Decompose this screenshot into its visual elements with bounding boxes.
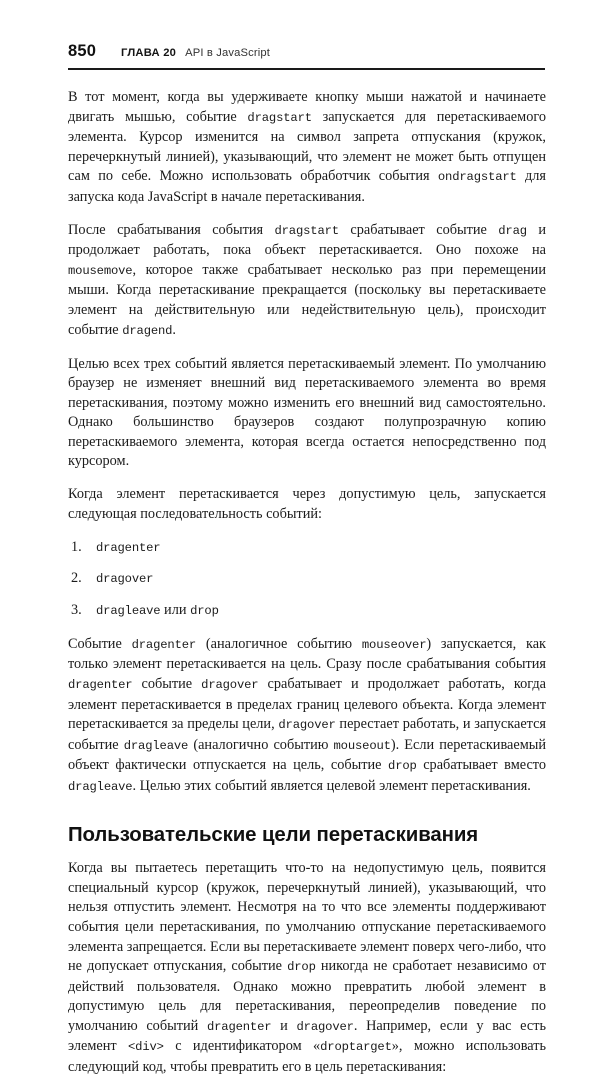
text-run: В тот момент, когда вы удерживаете кнопку мыши нажатой и начинаете двигать мышью, событие [68,89,546,125]
list-item [68,601,546,621]
text-run: запускается для перетаскиваемого элемента. Курсор изменится на символ запрета отпускания (кружок, перечеркнутый линией), указывающий, что элемент не может быть отпущен сам по себе. Можно использовать обработчик события [68,108,546,185]
text-run: срабатывает событие [338,221,499,238]
code-term: drop [287,960,316,975]
text-run: для запуска кода JavaScript в начале перетаскивания. [68,168,546,205]
text-run: Событие [68,635,132,652]
text-column [68,88,546,1077]
list-item-number: 3. [71,601,82,618]
paragraph-2 [68,221,546,341]
chapter-title: API в JavaScript [185,47,270,59]
code-term: ondragstart [437,170,517,185]
code-term: dragleave [123,738,189,753]
text-run: событие [132,676,202,693]
code-term: dragleave [96,603,161,618]
section-heading: Пользовательские цели перетаскивания [68,824,479,847]
running-head [68,42,546,61]
text-run: срабатывает и продолжает работать, когда элемент перетаскивается в пределах границ целевого объекта. Когда элемент перетаскивается за пределы цели, [68,676,546,733]
list-item [68,569,546,589]
code-term: drop [190,603,219,618]
code-term: dragleave [68,779,133,794]
code-term: dragstart [274,223,339,238]
text-run: никогда не сработает независимо от действий пользователя. Однако можно превратить любой элемент в допустимую цель для перетаскивания, переопределив поведение по умолчанию событий [68,958,546,1034]
text-run: Когда вы пытаетесь перетащить что-то на недопустимую цель, появится специальный курсор (кружок, перечеркнутый линией), указывающий, что нельзя отпустить элемент. Несмотря на то что все элементы поддерживают события цели перетаскивания, по умолчанию отпускание перетаскиваемого элемента запрещается. Если вы перетаскиваете элемент поверх чего-либо, что не допускает отпускания, событие [68,860,546,975]
text-run: и [271,1017,297,1034]
list-item-label [96,601,219,618]
code-term: mouseout [333,738,391,753]
text-run: срабатывает вместо [416,757,546,774]
code-term: mousemove [68,263,133,278]
text-run: После срабатывания события [68,221,275,238]
text-run: с идентификатором « [163,1038,321,1055]
text-run: . Например, если у вас есть элемент [68,1017,546,1055]
list-item-number: 1. [71,538,82,555]
code-term: drop [388,759,417,774]
code-term: dragover [278,718,336,733]
event-sequence-list [68,538,546,621]
text-run: . [172,321,176,338]
text-run: (аналогичное событию [196,635,362,652]
paragraph-1 [68,88,546,207]
code-term: dragover [296,1019,354,1034]
text-run: . Целью этих событий является целевой элемент перетаскивания. [132,777,531,794]
text-run: и продолжает работать, пока объект перетаскивается. Оно похоже на [68,221,546,259]
text-run: , которое также срабатывает несколько раз при перемещении мыши. Когда перетаскивание прекращается (поскольку вы перетаскиваете элемент на действительную или недействительную цель), происходит событие [68,261,546,338]
text-run: ) запускается, как только элемент перетаскивается на цель. Сразу после срабатывания события [68,635,546,673]
paragraph-3 [68,355,546,472]
code-term: <div> [128,1040,164,1055]
code-term: dragstart [247,110,312,125]
text-run: Целью всех трех событий является перетаскиваемый элемент. По умолчанию браузер не изменяет внешний вид перетаскиваемого элемента во время перетаскивания, поэтому можно изменить его внешний вид самостоятельно. Однако большинство браузеров создают полупрозрачную копию перетаскиваемого элемента, которая всегда остается непосредственно под курсором. [68,355,546,470]
code-term: dragover [201,678,259,693]
text-run: (аналогично событию [188,736,334,753]
code-term: dragenter [96,540,161,555]
text-run: ). Если перетаскиваемый объект фактически отпускается на цель, событие [68,736,546,774]
code-term: mouseover [361,637,427,652]
list-item [68,538,546,558]
paragraph-6 [68,859,546,1077]
list-item-label [96,541,160,555]
code-term: dragenter [206,1019,272,1034]
list-item-label [96,572,153,586]
paragraph-4 [68,485,546,524]
text-run: », можно использовать следующий код, чтобы превратить его в цель перетаскивания: [68,1038,546,1075]
code-term: droptarget [320,1040,392,1055]
code-term: dragenter [68,678,133,693]
page-number: 850 [68,42,97,60]
list-item-number: 2. [71,570,82,587]
code-term: drag [498,223,527,238]
chapter-label: ГЛАВА 20 [121,47,177,59]
header-rule [68,68,545,70]
text-run: Когда элемент перетаскивается через допустимую цель, запускается следующая последовательность событий: [68,486,546,522]
code-term: dragenter [131,637,197,652]
text-run: или [160,601,191,618]
paragraph-5 [68,635,546,797]
code-term: dragend [122,323,173,338]
code-term: dragover [96,572,154,587]
text-run: перестает работать, и запускается событие [68,716,547,753]
